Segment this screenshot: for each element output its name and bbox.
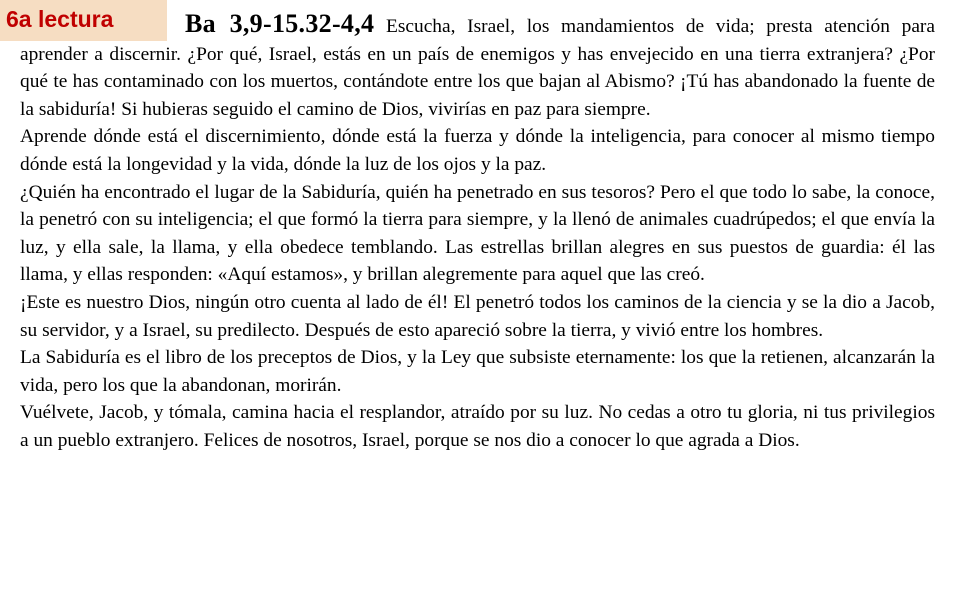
reading-body [20,10,935,455]
paragraph-6: Vuélvete, Jacob, y tómala, camina hacia el resplandor, atraído por su luz. No cedas a otro tu gloria, ni tus privilegios a un pueblo extranjero. Felices de nosotros, Israel, porque se nos dio a conocer lo que agrada a Dios. [20,402,935,451]
paragraph-3: ¿Quién ha encontrado el lugar de la Sabiduría, quién ha penetrado en sus tesoros? Pero el que todo lo sabe, la conoce, la penetró con su inteligencia; el que formó la tierra para siempre, y la llenó de animales cuadrúpedos; el que envía la luz, y ella sale, la llama, y ella obedece temblando. Las estrellas brillan alegres en sus puestos de guardia: él las llama, y ellas responden: «Aquí estamos», y brillan alegremente para aquel que las creó. [20,181,935,286]
reading-label: 6a lectura [6,6,114,32]
paragraph-5: La Sabiduría es el libro de los preceptos de Dios, y la Ley que subsiste eternamente: los que la retienen, alcanzarán la vida, pero los que la abandonan, morirán. [20,347,935,396]
paragraph-2: Aprende dónde está el discernimiento, dónde está la fuerza y dónde la inteligencia, para conocer al mismo tiempo dónde está la longevidad y la vida, dónde la luz de los ojos y la paz. [20,126,935,175]
label-indent-spacer [20,31,185,32]
paragraph-1 [20,10,935,123]
paragraph-4: ¡Este es nuestro Dios, ningún otro cuenta al lado de él! El penetró todos los caminos de la ciencia y se la dio a Jacob, su servidor, y a Israel, su predilecto. Después de esto apareció sobre la tierra, y vivió entre los hombres. [20,291,935,341]
paragraph-1-text: Escucha, Israel, los mandamientos de vida; presta atención para aprender a discernir. ¿Por qué, Israel, estás en un país de enemigos y has envejecido en una tierra extranjera? ¿Por qué te has contaminado con los muertos, contándote entre los que bajan al Abismo? ¡Tú has abandonado la fuente de la sabiduría! Si hubieras seguido el camino de Dios, vivirías en paz para siempre. [20,16,935,120]
scripture-citation: Ba 3,9-15.32-4,4 [185,9,375,38]
